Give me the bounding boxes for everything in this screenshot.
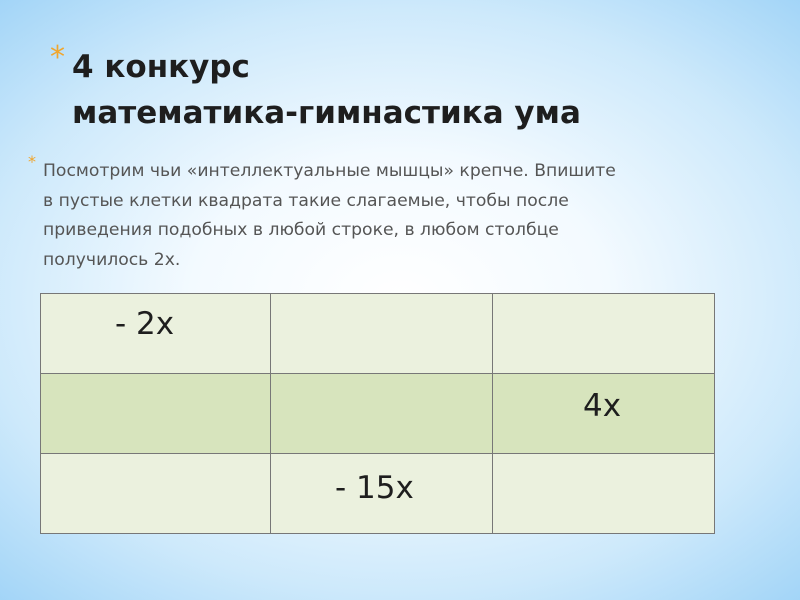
table-cell[interactable] <box>41 294 271 374</box>
table-cell[interactable] <box>493 374 715 454</box>
asterisk-icon: * <box>28 152 36 171</box>
cell-value <box>493 454 714 470</box>
cell-value <box>41 374 270 388</box>
title-line: математика-гимнастика ума <box>72 95 581 131</box>
table-cell[interactable] <box>493 454 715 534</box>
title-line: 4 конкурс <box>72 49 250 85</box>
table-cell[interactable] <box>41 374 271 454</box>
cell-value <box>271 294 492 306</box>
description-line: получилось 2х. <box>43 249 181 270</box>
table-row <box>41 374 715 454</box>
cell-value <box>271 374 492 388</box>
cell-value <box>41 454 270 470</box>
cell-value: - 15х <box>335 470 414 506</box>
table-row <box>41 294 715 374</box>
task-description <box>43 157 763 275</box>
cell-value <box>493 294 714 306</box>
table-cell[interactable] <box>271 454 493 534</box>
asterisk-icon: * <box>50 40 65 75</box>
table-cell[interactable] <box>41 454 271 534</box>
magic-square-table <box>40 293 715 534</box>
description-line: в пустые клетки квадрата такие слагаемые, чтобы после <box>43 190 569 211</box>
description-line: Посмотрим чьи «интеллектуальные мышцы» крепче. Впишите <box>43 161 616 181</box>
slide-title <box>72 44 772 136</box>
cell-value: - 2х <box>115 306 175 342</box>
description-line: приведения подобных в любой строке, в любом столбце <box>43 220 559 240</box>
table-row <box>41 454 715 534</box>
cell-value: 4х <box>583 388 622 424</box>
table-cell[interactable] <box>271 294 493 374</box>
table-cell[interactable] <box>271 374 493 454</box>
table-cell[interactable] <box>493 294 715 374</box>
